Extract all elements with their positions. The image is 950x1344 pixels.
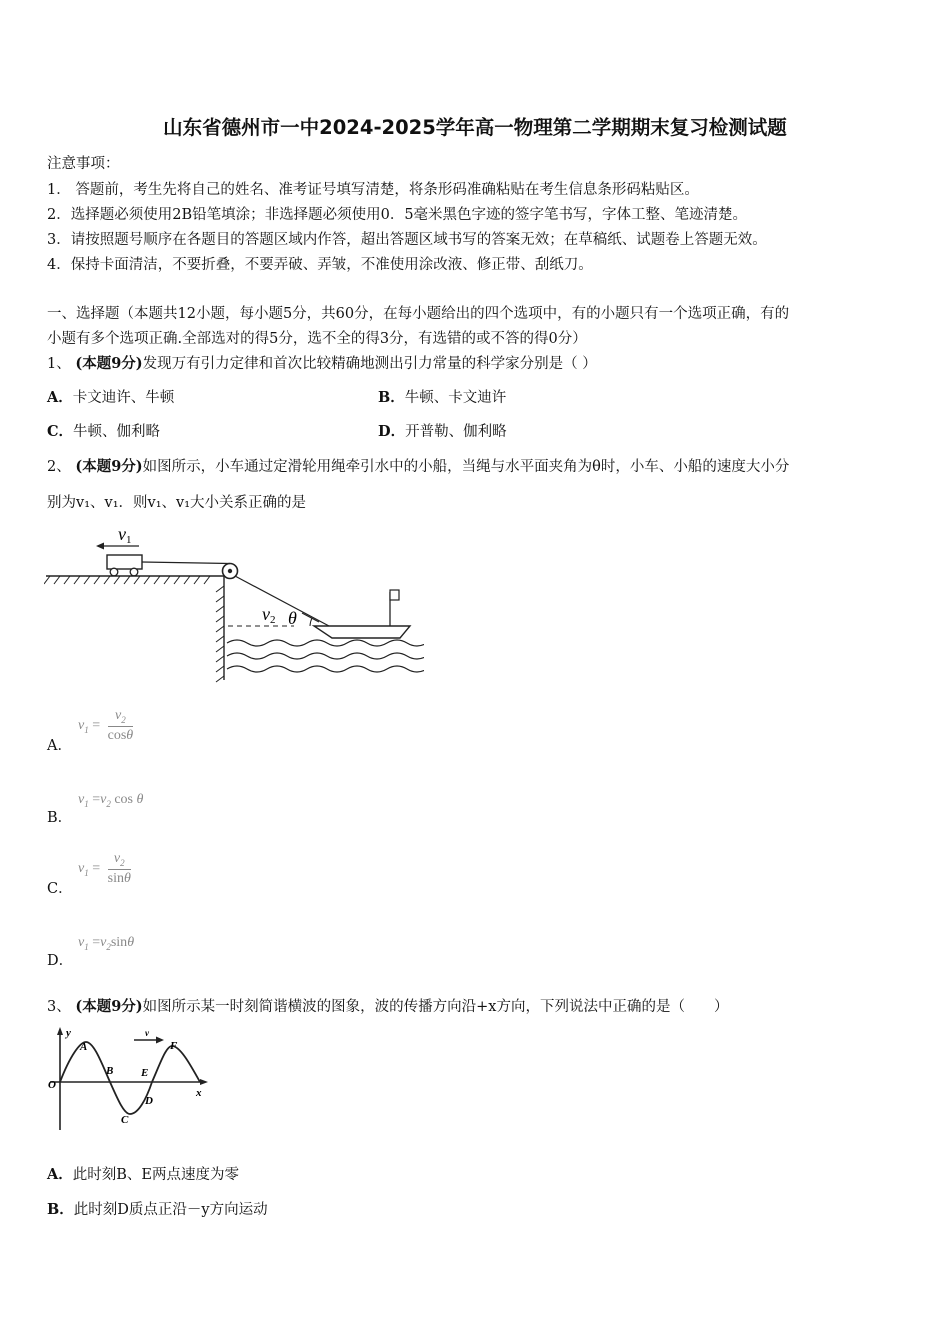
point-b-label: B (106, 1065, 114, 1077)
question-text: 发现万有引力定律和首次比较精确地测出引力常量的科学家分别是（ ） (142, 356, 597, 372)
q1-option-d[interactable]: D．开普勒、伽利略 (378, 423, 507, 440)
ground-hatching (44, 576, 210, 584)
notice-item: 4．保持卡面清洁，不要折叠，不要弄破、弄皱，不准使用涂改液、修正带、刮纸刀。 (47, 257, 593, 273)
q1-option-c[interactable]: C．牛顿、伽利略 (47, 423, 161, 440)
point-e-label: E (141, 1067, 149, 1079)
q2-option-a-letter: A． (47, 738, 72, 754)
question-points: (本题9分) (75, 458, 143, 475)
svg-text:v: v (145, 1028, 149, 1038)
question-points: (本题9分) (75, 355, 143, 372)
point-d-label: D (145, 1095, 153, 1107)
q2-option-d-letter: D． (47, 953, 74, 969)
svg-text:O: O (48, 1079, 56, 1091)
car (107, 555, 142, 569)
water-waves (227, 640, 424, 672)
wall-hatching (216, 586, 224, 682)
wave-figure (44, 1024, 214, 1136)
v1-label: v1 (118, 524, 132, 546)
q1-option-b[interactable]: B．牛顿、卡文迪许 (378, 389, 507, 406)
question-2-stem-line2: 别为v₁、v₁．则v₁、v₁大小关系正确的是 (47, 495, 307, 511)
boat (314, 626, 410, 638)
notice-item: 2．选择题必须使用2B铅笔填涂；非选择题必须使用0．5毫米黑色字迹的签字笔书写，字体工整、笔迹清楚。 (47, 207, 748, 223)
q2-option-d[interactable]: $v_1 =v_2\sin\theta$ (78, 935, 135, 952)
q2-option-c[interactable]: $v_1$ = $\frac{v_2}{\sin\theta}$ (78, 851, 131, 886)
q1-option-a[interactable]: A．卡文迪许、牛顿 (47, 389, 175, 406)
notice-item: 3．请按照题号顺序在各题目的答题区域内作答，超出答题区域书写的答案无效；在草稿纸、试题卷上答题无效。 (47, 232, 767, 248)
point-c-label: C (121, 1114, 129, 1126)
point-f-label: F (170, 1040, 178, 1052)
question-points: (本题9分) (75, 998, 143, 1015)
section-heading-line2: 小题有多个选项正确.全部选对的得5分，选不全的得3分，有选错的或不答的得0分） (47, 331, 587, 347)
question-number: 1、 (47, 356, 71, 372)
q2-option-a[interactable]: $v_1$ = $\frac{v_2}{\cos\theta}$ (78, 708, 134, 743)
notice-item: 1． 答题前，考生先将自己的姓名、准考证号填写清楚，将条形码准确粘贴在考生信息条形码粘贴区。 (47, 182, 699, 198)
point-a-label: A (80, 1041, 88, 1053)
section-heading-line1: 一、选择题（本题共12小题，每小题5分，共60分，在每小题给出的四个选项中，有的小题只有一个选项正确，有的 (47, 306, 790, 322)
q3-option-b[interactable]: B．此时刻D质点正沿－y方向运动 (47, 1201, 268, 1218)
question-1-stem (47, 352, 597, 373)
q2-option-c-letter: C． (47, 881, 73, 897)
question-number: 3、 (47, 999, 71, 1015)
question-2-stem-line1 (47, 455, 789, 476)
pulley-boat-figure (44, 520, 424, 685)
notice-heading: 注意事项： (47, 156, 120, 172)
question-3-stem (47, 995, 728, 1016)
q3-option-a[interactable]: A．此时刻B、E两点速度为零 (47, 1166, 240, 1183)
theta-label: θ (288, 608, 297, 628)
q2-option-b-letter: B． (47, 810, 73, 826)
boat-flag (390, 590, 399, 600)
svg-text:x: x (196, 1087, 202, 1099)
q2-option-b[interactable]: $v_1 =v_2$ cos θ (78, 792, 144, 809)
v2-label: v2 (262, 604, 276, 626)
page-title: 山东省德州市一中2024-2025学年高一物理第二学期期末复习检测试题 (163, 116, 787, 139)
question-text: 如图所示某一时刻简谐横波的图象，波的传播方向沿+x方向，下列说法中正确的是（ ） (142, 999, 729, 1015)
svg-text:y: y (66, 1027, 71, 1039)
question-number: 2、 (47, 459, 71, 475)
question-text: 如图所示，小车通过定滑轮用绳牵引水中的小船，当绳与水平面夹角为θ时，小车、小船的速度大小分 (142, 459, 790, 475)
